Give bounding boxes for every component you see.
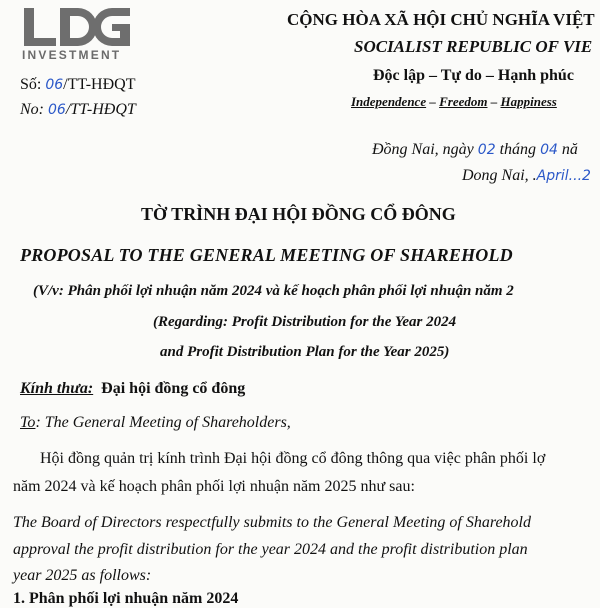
national-title-vn: CỘNG HÒA XÃ HỘI CHỦ NGHĨA VIỆT (287, 10, 595, 29)
document-number-vn: Số: 06/TT-HĐQT (20, 76, 136, 93)
body-en-line1: The Board of Directors respectfully submits to the General Meeting of Sharehold (13, 514, 531, 531)
ldg-logo-mark (20, 4, 134, 50)
subject-en-line2: and Profit Distribution Plan for the Year 2025) (160, 344, 450, 360)
subject-vn: (V/v: Phân phối lợi nhuận năm 2024 và kế hoạch phân phối lợi nhuận năm 2 (33, 283, 514, 299)
date-vn: Đồng Nai, ngày 02 tháng 04 nă (372, 141, 578, 158)
subject-en-line1: (Regarding: Profit Distribution for the Year 2024 (153, 314, 457, 330)
handwritten-date: April...2 (536, 168, 591, 184)
document-title-vn: TỜ TRÌNH ĐẠI HỘI ĐỒNG CỔ ĐÔNG (141, 204, 456, 224)
body-en-line3: year 2025 as follows: (13, 567, 152, 584)
salutation-en: To: The General Meeting of Shareholders, (20, 414, 291, 431)
salutation-vn: Kính thưa: Đại hội đồng cổ đông (20, 380, 246, 397)
handwritten-month: 04 (540, 142, 558, 158)
body-vn-line1: Hội đồng quản trị kính trình Đại hội đồng cổ đông thông qua việc phân phối lợ (40, 450, 546, 467)
document-title-en: PROPOSAL TO THE GENERAL MEETING OF SHAREHOLD (20, 245, 513, 265)
motto-vn: Độc lập – Tự do – Hạnh phúc (373, 67, 574, 84)
motto-en: Independence – Freedom – Happiness (351, 94, 557, 109)
logo-subtitle: INVESTMENT (22, 48, 122, 62)
body-en-line2: approval the profit distribution for the year 2024 and the profit distribution plan (13, 541, 528, 558)
section-heading-1: 1. Phân phối lợi nhuận năm 2024 (13, 590, 239, 607)
handwritten-number: 06 (45, 77, 64, 93)
handwritten-number: 06 (48, 102, 66, 118)
national-title-en: SOCIALIST REPUBLIC OF VIE (354, 37, 593, 56)
handwritten-day: 02 (477, 142, 496, 158)
date-en: Dong Nai, .April...2 (462, 167, 591, 184)
body-vn-line2: năm 2024 và kế hoạch phân phối lợi nhuận năm 2025 như sau: (13, 478, 415, 495)
document-number-en: No: 06/TT-HĐQT (20, 101, 136, 118)
